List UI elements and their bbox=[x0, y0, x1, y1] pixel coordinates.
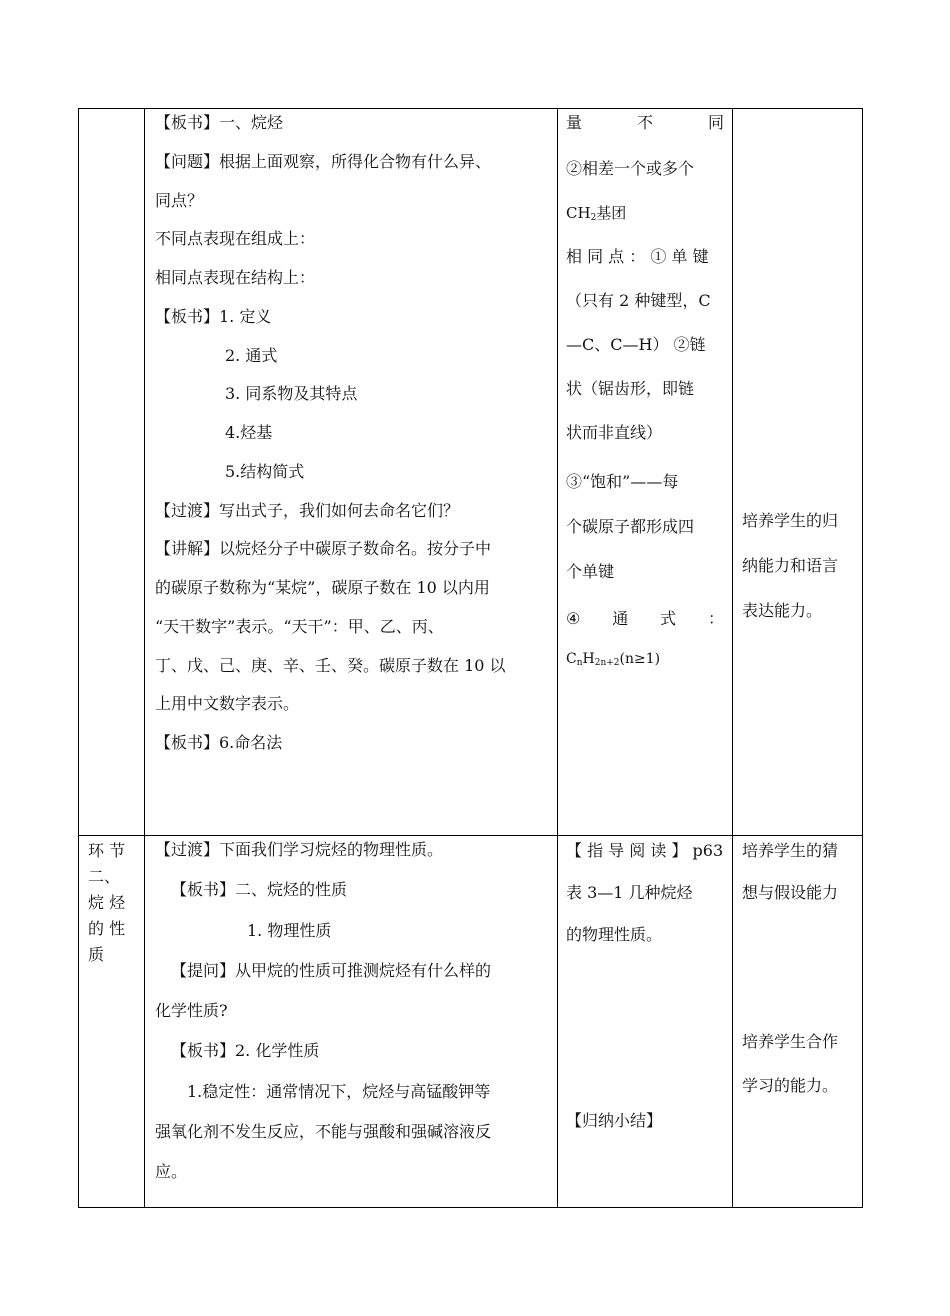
text-line: 学习的能力。 bbox=[742, 1076, 839, 1095]
text-line: 培养学生合作 bbox=[742, 1032, 839, 1051]
text-line: 质 bbox=[88, 945, 105, 964]
text-line: 【 指 导 阅 读 】 p63 bbox=[566, 841, 724, 860]
text-line: 【板书】一、烷烃 bbox=[155, 113, 284, 132]
text-line: 上用中文数字表示。 bbox=[155, 694, 300, 714]
text-line: 1. 物理性质 bbox=[247, 920, 332, 940]
row2-design-intent-b bbox=[742, 1020, 857, 1108]
table-border-left bbox=[78, 108, 79, 1208]
text-line: 【板书】6.命名法 bbox=[155, 733, 283, 752]
text-line: 3. 同系物及其特点 bbox=[225, 384, 358, 404]
text-line: 化学性质? bbox=[155, 1001, 228, 1021]
text-line: 表达能力。 bbox=[742, 601, 823, 620]
text-line: 表 3—1 几种烷烃 bbox=[566, 883, 693, 902]
text-line: （只有 2 种键型，C bbox=[566, 291, 711, 310]
text-line: 纳能力和语言 bbox=[742, 556, 839, 575]
text-line: ②相差一个或多个 bbox=[566, 159, 695, 178]
text-line: 状而非直线） bbox=[566, 423, 663, 442]
text-line: $CH_2$基团 bbox=[566, 204, 627, 223]
text-line: 4.烃基 bbox=[225, 423, 273, 442]
table-divider-3 bbox=[732, 108, 733, 1208]
text-line: 丁、戊、己、庚、辛、壬、癸。碳原子数在 10 以 bbox=[155, 655, 506, 675]
text-line: 想与假设能力 bbox=[742, 883, 839, 902]
text-line: 【过渡】下面我们学习烷烃的物理性质。 bbox=[155, 840, 444, 859]
row2-stage-label bbox=[88, 838, 140, 968]
table-divider-2 bbox=[557, 108, 558, 1208]
text-line: ④ 通 式 ： bbox=[566, 609, 724, 628]
text-line: 5.结构简式 bbox=[225, 461, 305, 481]
text-line: 【板书】二、烷烃的性质 bbox=[171, 880, 348, 900]
table-border-right bbox=[862, 108, 863, 1208]
text-line: 【板书】1. 定义 bbox=[155, 306, 272, 326]
text-line: ③“饱和”——每 bbox=[566, 472, 679, 491]
text-line: 【过渡】写出式子，我们如何去命名它们？ bbox=[155, 500, 460, 520]
row1-design-intent bbox=[742, 498, 857, 633]
text-line: 相 同 点 ： ① 单 键 bbox=[566, 247, 709, 266]
text-line: 个碳原子都形成四 bbox=[566, 517, 695, 536]
text-line: 2. 通式 bbox=[225, 345, 278, 365]
text-line: 强氧化剂不发生反应，不能与强酸和强碱溶液反 bbox=[155, 1122, 492, 1142]
text-line: 不同点表现在组成上： bbox=[155, 229, 316, 249]
text-line: 培养学生的归 bbox=[742, 511, 839, 530]
row1-teaching-content bbox=[155, 104, 551, 763]
text-line: 同点？ bbox=[155, 190, 204, 210]
text-line: 状（锯齿形，即链 bbox=[566, 379, 695, 398]
text-line: 量 不 同 bbox=[566, 113, 724, 132]
text-line: 1.稳定性：通常情况下，烷烃与高锰酸钾等 bbox=[187, 1081, 491, 1101]
text-line: 的物理性质。 bbox=[566, 925, 663, 944]
text-line: 应。 bbox=[155, 1162, 188, 1182]
general-formula: $C_nH_{2n+2}(n\ge 1)$ bbox=[566, 651, 661, 668]
row2-summary-label bbox=[566, 1102, 726, 1140]
row2-student-activity bbox=[566, 830, 726, 956]
text-line: 烷 烃 bbox=[88, 893, 126, 912]
text-line: 【归纳小结】 bbox=[566, 1111, 663, 1130]
row2-design-intent-a bbox=[742, 830, 857, 914]
text-line: 【板书】2. 化学性质 bbox=[171, 1041, 320, 1061]
text-line: 【问题】根据上面观察，所得化合物有什么异、 bbox=[155, 151, 492, 171]
text-line: 相同点表现在结构上： bbox=[155, 268, 316, 287]
row2-teaching-content bbox=[155, 830, 551, 1193]
table-border-bottom bbox=[78, 1207, 863, 1208]
text-line: 【提问】从甲烷的性质可推测烷烃有什么样的 bbox=[171, 960, 492, 980]
text-line: 环 节 bbox=[88, 841, 126, 860]
text-line: “天干数字”表示。“天干”：甲、乙、丙、 bbox=[155, 616, 444, 636]
row1-student-activity bbox=[566, 104, 724, 681]
text-line: 的碳原子数称为“某烷”，碳原子数在 10 以内用 bbox=[155, 578, 490, 597]
text-line: 【讲解】以烷烃分子中碳原子数命名。按分子中 bbox=[155, 539, 492, 559]
text-line: 个单键 bbox=[566, 562, 615, 581]
text-line: 培养学生的猜 bbox=[742, 841, 839, 860]
table-divider-1 bbox=[144, 108, 145, 1208]
text-line: —C、C—H） ②链 bbox=[566, 335, 706, 354]
text-line: 二、 bbox=[88, 867, 121, 886]
text-line: 的 性 bbox=[88, 919, 126, 938]
